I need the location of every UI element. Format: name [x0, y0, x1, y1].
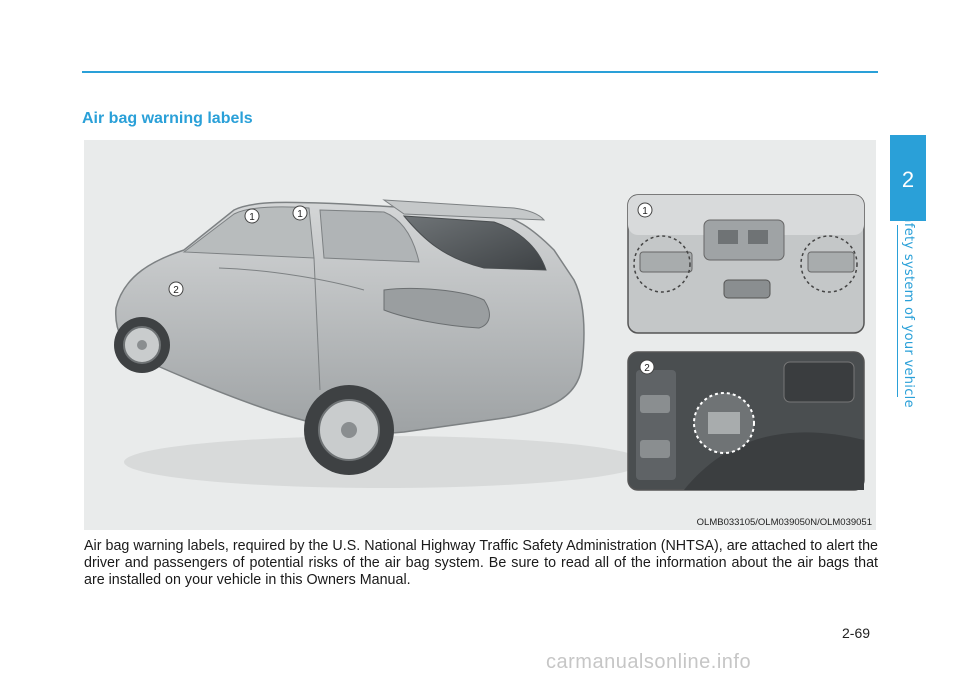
page-number: 2-69 [842, 625, 871, 641]
svg-text:1: 1 [642, 206, 648, 217]
airbag-label-figure [84, 140, 876, 530]
vehicle-callout-1a [245, 209, 259, 223]
svg-text:2: 2 [173, 285, 179, 296]
figure-illustration [84, 140, 876, 530]
vehicle-illustration [114, 200, 644, 488]
chapter-number: 2 [901, 167, 915, 192]
figure-code: OLMB033105/OLM039050N/OLM039051 [696, 517, 872, 528]
vehicle-callout-1b [293, 206, 307, 220]
chapter-name: Safety system of your vehicle [901, 206, 916, 408]
sun-visor-inset [628, 195, 864, 333]
vehicle-callout-2 [169, 282, 183, 296]
watermark: carmanualsonline.info [546, 651, 752, 673]
body-paragraph: Air bag warning labels, required by the U.S. National Highway Traffic Safety Administration (NHTSA), are attached to alert the driver and passengers of potential risks of the air bag system. Be sure to read all of the information about the air bags that are installed on your vehicle in this Owners Manual. [84, 538, 878, 588]
dashboard-label-inset [628, 352, 864, 490]
chapter-divider [897, 225, 898, 397]
svg-text:1: 1 [297, 209, 303, 220]
section-title: Air bag warning labels [82, 110, 253, 127]
svg-text:2: 2 [644, 363, 650, 374]
svg-text:1: 1 [249, 212, 255, 223]
header-rule [82, 71, 878, 73]
